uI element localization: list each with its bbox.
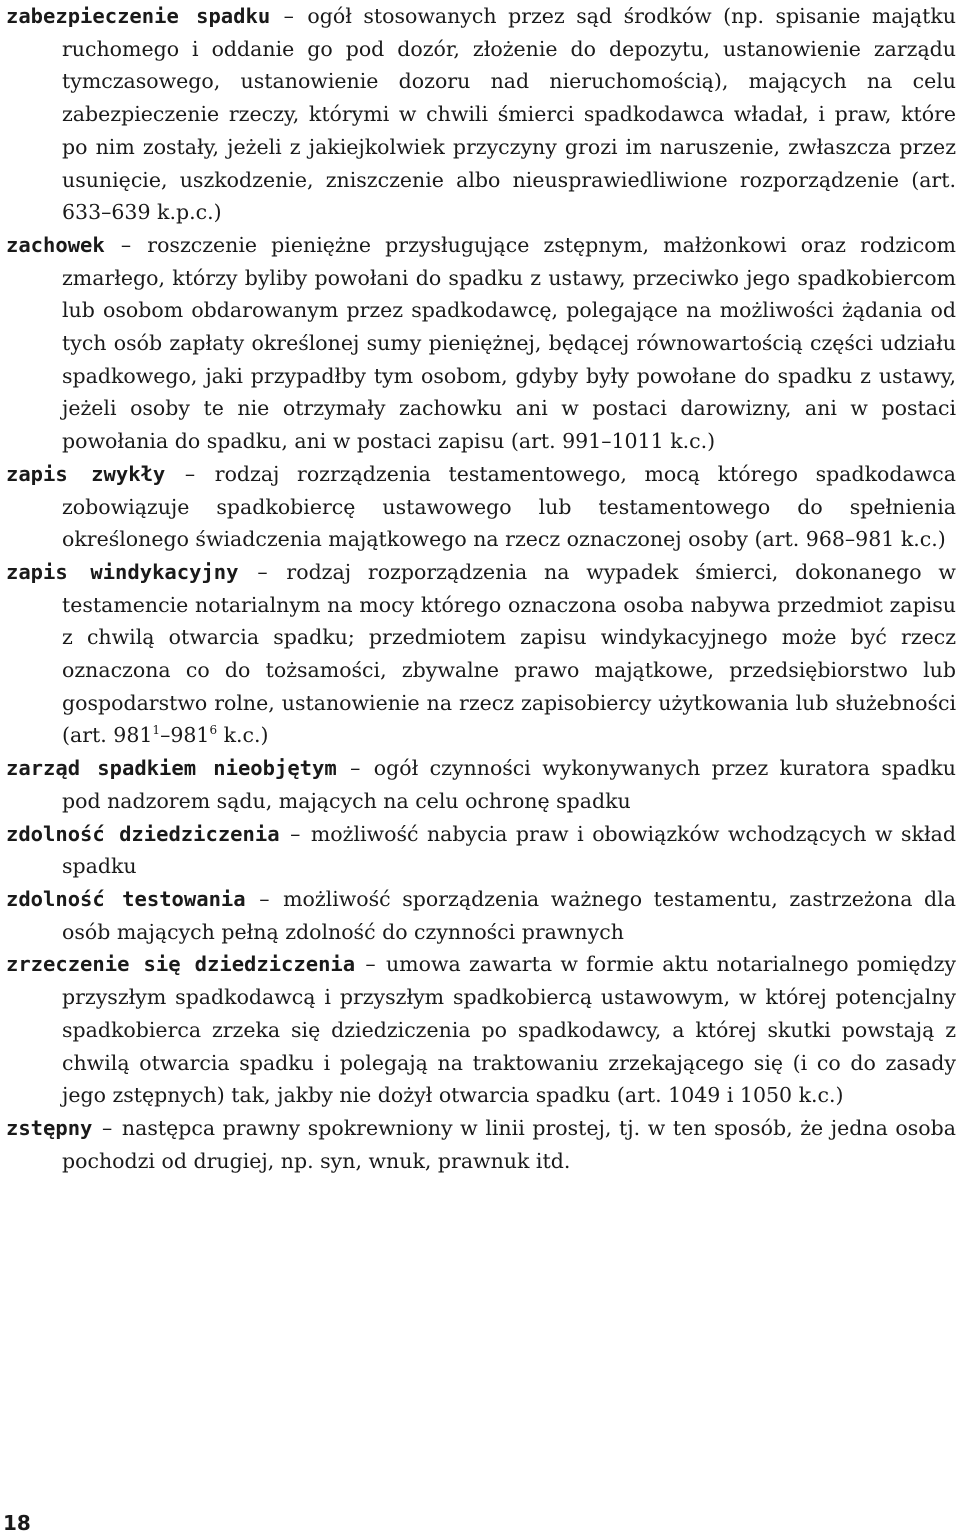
entry-term: zrzeczenie się dziedziczenia <box>6 952 356 977</box>
glossary <box>6 0 956 1177</box>
entry-definition: ogół stosowanych przez sąd środków (np. spisanie majątku ruchomego i oddanie go pod dozór, złożenie do depozytu, ustanowienie zarządu tymczasowego, ustanowienie dozoru nad nieruchomością), mających na celu zabezpieczenie rzeczy, którymi w chwili śmierci spadkodawca władał, i praw, które po nim zostały, jeżeli z jakiejkolwiek przyczyny grozi im naruszenie, zwłaszcza przez usunięcie, uszkodzenie, zniszczenie albo nieusprawiedliwione rozporządzenie (art. 633–639 k.p.c.) <box>62 4 956 225</box>
entry-definition: rodzaj rozrządzenia testamentowego, mocą którego spadkodawca zobowiązuje spadkobiercę ustawowego lub testamentowego do spełnienia określonego świadczenia majątkowego na rzecz oznaczonej osoby (art. 968–981 k.c.) <box>62 461 956 552</box>
glossary-entry-zapis-zwykly <box>6 458 956 556</box>
entry-definition: ogół czynności wykonywanych przez kuratora spadku pod nadzorem sądu, mających na celu ochronę spadku <box>62 756 956 813</box>
article-range: –981 <box>160 723 210 748</box>
entry-term: zabezpieczenie spadku <box>6 4 271 28</box>
entry-definition: możliwość nabycia praw i obowiązków wchodzących w skład spadku <box>62 821 956 879</box>
entry-separator: – <box>350 756 361 781</box>
entry-separator: – <box>257 559 268 584</box>
glossary-entry-zarzad-spadkiem-nieobjetym <box>6 752 956 817</box>
entry-term: zdolność testowania <box>6 886 246 911</box>
entry-definition: następca prawny spokrewniony w linii prostej, tj. w ten sposób, że jedna osoba pochodzi od drugiej, np. syn, wnuk, prawnuk itd. <box>62 1115 956 1173</box>
entry-term: zstępny <box>6 1115 93 1140</box>
glossary-entry-zapis-windykacyjny <box>6 556 956 752</box>
entry-separator: – <box>365 952 376 977</box>
entry-term: zarząd spadkiem nieobjętym <box>6 756 337 781</box>
entry-definition: umowa zawarta w formie aktu notarialnego pomiędzy przyszłym spadkodawcą i przyszłym spadkobiercą ustawowym, w której potencjalny spadkobierca zrzeka się dziedziczenia po spadkodawcy, a której skutki powstają z chwilą otwarcia spadku i polegają na traktowaniu zrzekającego się (i co do zasady jego zstępnych) tak, jakby nie dożył otwarcia spadku (art. 1049 i 1050 k.c.) <box>62 952 956 1108</box>
entry-separator: – <box>259 886 270 911</box>
entry-definition: możliwość sporządzenia ważnego testamentu, zastrzeżona dla osób mających pełną zdolność do czynności prawnych <box>62 886 956 944</box>
entry-term: zapis windykacyjny <box>6 559 239 584</box>
page-number: 18 <box>3 1511 31 1535</box>
glossary-entry-zstepny <box>6 1112 956 1177</box>
glossary-entry-zabezpieczenie-spadku <box>6 0 956 229</box>
entry-term: zdolność dziedziczenia <box>6 821 280 846</box>
article-superscript: 1 <box>152 723 161 738</box>
entry-separator: – <box>120 232 132 257</box>
entry-term: zapis zwykły <box>6 461 166 486</box>
glossary-entry-zdolnosc-testowania <box>6 883 956 948</box>
entry-separator: – <box>184 461 196 486</box>
glossary-entry-zachowek <box>6 229 956 458</box>
entry-definition: rodzaj rozporządzenia na wypadek śmierci, dokonanego w testamencie notarialnym na mocy którego oznaczona osoba nabywa przedmiot zapisu z chwilą otwarcia spadku; przedmiotem zapisu windykacyjnego może być rzecz oznaczona co do tożsamości, zbywalne prawo majątkowe, przedsiębiorstwo lub gospodarstwo rolne, ustanowienie na rzecz zapisobiercy użytkowania lub służebności (art. 981 <box>62 559 956 748</box>
article-code: k.c.) <box>217 723 269 748</box>
article-superscript: 6 <box>209 723 218 738</box>
glossary-entry-zdolnosc-dziedziczenia <box>6 818 956 883</box>
entry-definition: roszczenie pieniężne przysługujące zstępnym, małżonkowi oraz rodzicom zmarłego, którzy byliby powołani do spadku z ustawy, przeciwko jego spadkobiercom lub osobom obdarowanym przez spadkodawcę, polegające na możliwości żądania od tych osób zapłaty określonej sumy pieniężnej, będącej równowartością części udziału spadkowego, jaki przypadłby tym osobom, gdyby były powołane do spadku z ustawy, jeżeli osoby te nie otrzymały zachowku ani w postaci darowizny, ani w postaci powołania do spadku, ani w postaci zapisu (art. 991–1011 k.c.) <box>62 232 956 454</box>
entry-term: zachowek <box>6 232 105 257</box>
entry-separator: – <box>102 1115 113 1140</box>
entry-separator: – <box>283 4 294 28</box>
glossary-entry-zrzeczenie-sie-dziedziczenia <box>6 948 956 1112</box>
entry-separator: – <box>290 821 301 846</box>
